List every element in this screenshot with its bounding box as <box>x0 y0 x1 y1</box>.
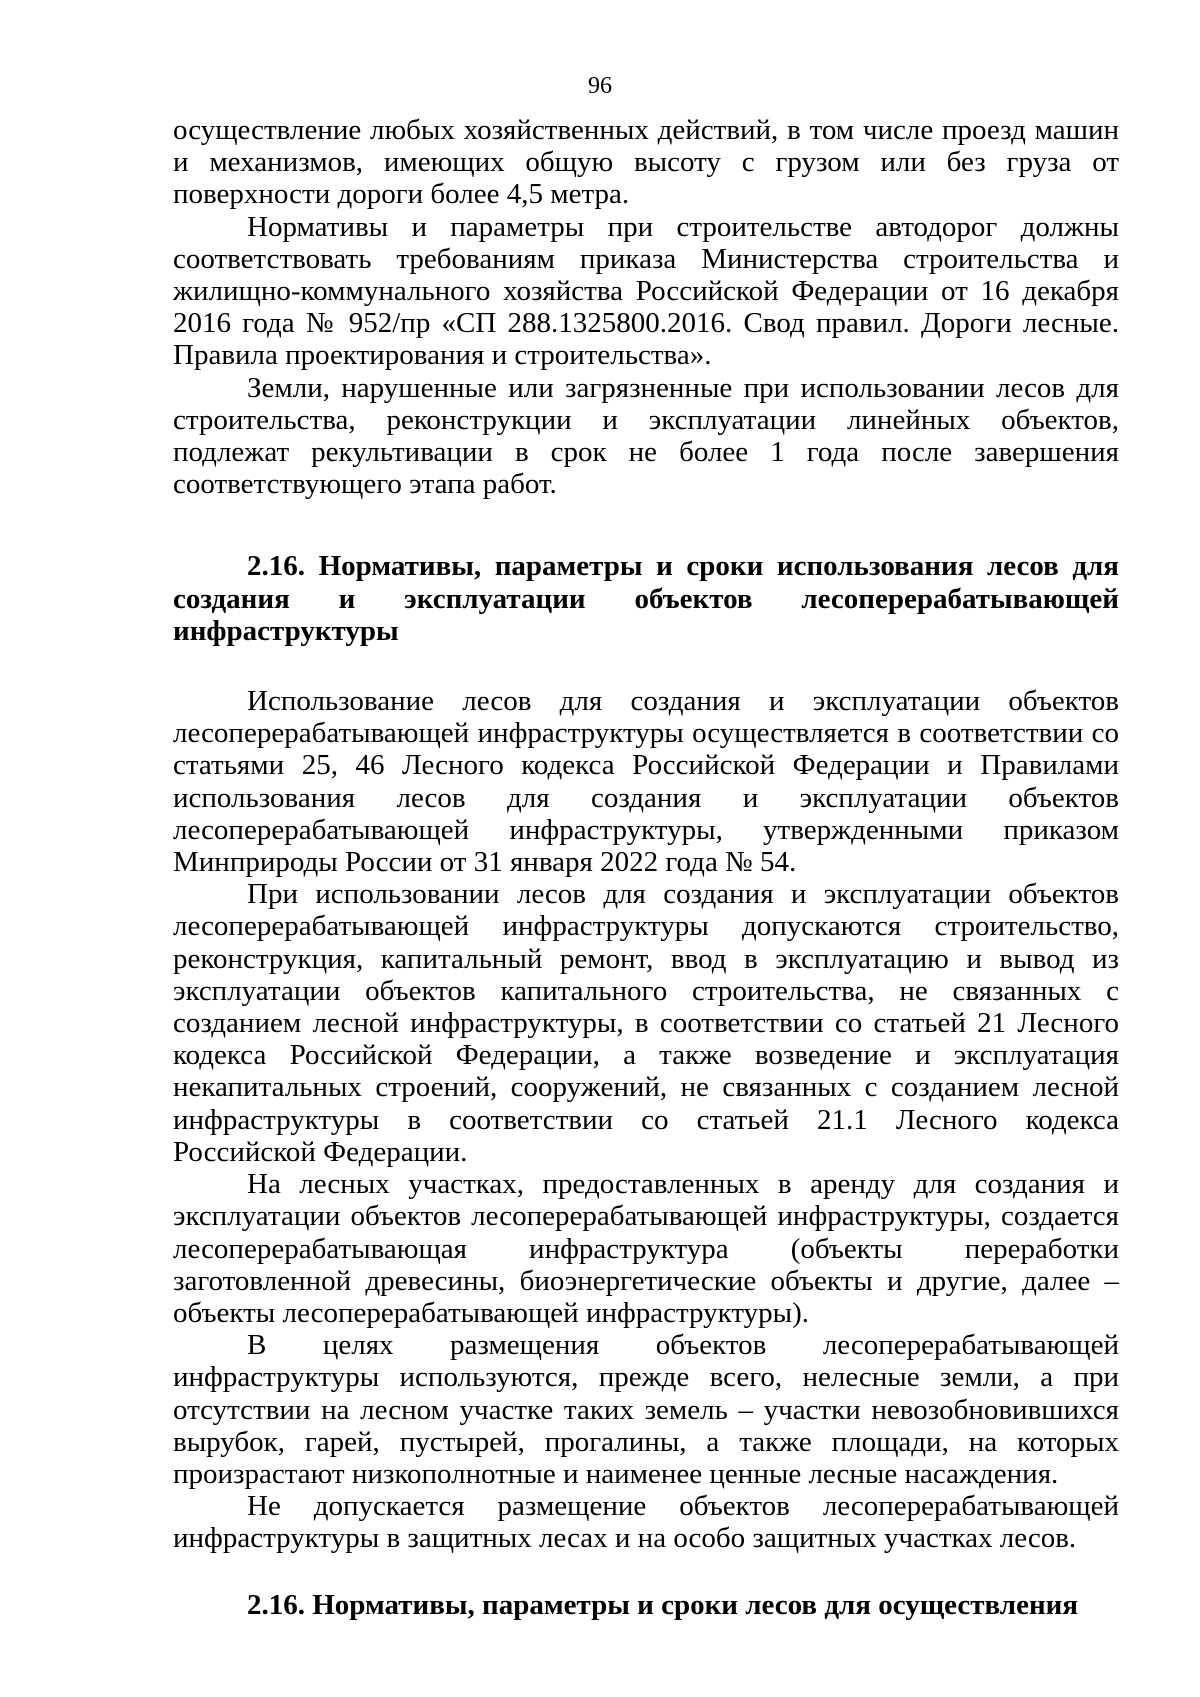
page-number: 96 <box>588 73 612 99</box>
section-heading: 2.16. Нормативы, параметры и сроки лесов для осуществления <box>247 1588 1079 1621</box>
document-body <box>173 114 1119 1621</box>
spacer <box>173 500 1119 550</box>
spacer <box>173 1555 1119 1589</box>
paragraph: Использование лесов для создания и эксплуатации объектов лесоперерабатывающей инфраструктуры осуществляется в соответствии со статьями 25, 46 Лесного кодекса Российской Федерации и Правилами использования лесов для создания и эксплуатации объектов лесоперерабатывающей инфраструктуры, утвержденными приказом Минприроды России от 31 января 2022 года № 54. <box>173 685 1119 879</box>
paragraph: При использовании лесов для создания и эксплуатации объектов лесоперерабатывающей инфраструктуры допускаются строительство, реконструкция, капитальный ремонт, ввод в эксплуатацию и вывод из эксплуатации объектов капитального строительства, не связанных с созданием лесной инфраструктуры, в соответствии со статьей 21 Лесного кодекса Российской Федерации, а также возведение и эксплуатация некапитальных строений, сооружений, не связанных с созданием лесной инфраструктуры в соответствии со статьей 21.1 Лесного кодекса Российской Федерации. <box>173 878 1119 1168</box>
section-heading: 2.16. Нормативы, параметры и сроки использования лесов для создания и эксплуатации объектов лесоперерабатывающей инфраструктуры <box>173 550 1119 647</box>
spacer <box>173 647 1119 685</box>
paragraph: В целях размещения объектов лесоперерабатывающей инфраструктуры используются, прежде всего, нелесные земли, а при отсутствии на лесном участке таких земель – участки невозобновившихся вырубок, гарей, пустырей, прогалины, а также площади, на которых произрастают низкополнотные и наименее ценные лесные насаждения. <box>173 1329 1119 1490</box>
paragraph: Земли, нарушенные или загрязненные при использовании лесов для строительства, реконструкции и эксплуатации линейных объектов, подлежат рекультивации в срок не более 1 года после завершения соответствующего этапа работ. <box>173 371 1119 501</box>
paragraph: На лесных участках, предоставленных в аренду для создания и эксплуатации объектов лесоперерабатывающей инфраструктуры, создается лесоперерабатывающая инфраструктура (объекты переработки заготовленной древесины, биоэнергетические объекты и другие, далее – объекты лесоперерабатывающей инфраструктуры). <box>173 1168 1119 1329</box>
paragraph: Не допускается размещение объектов лесоперерабатывающей инфраструктуры в защитных лесах и на особо защитных участках лесов. <box>173 1490 1119 1555</box>
paragraph: Нормативы и параметры при строительстве автодорог должны соответствовать требованиям приказа Министерства строительства и жилищно-коммунального хозяйства Российской Федерации от 16 декабря 2016 года № 952/пр «СП 288.1325800.2016. Свод правил. Дороги лесные. Правила проектирования и строительства». <box>173 210 1119 372</box>
paragraph: осуществление любых хозяйственных действий, в том числе проезд машин и механизмов, имеющих общую высоту с грузом или без груза от поверхности дороги более 4,5 метра. <box>173 114 1119 211</box>
